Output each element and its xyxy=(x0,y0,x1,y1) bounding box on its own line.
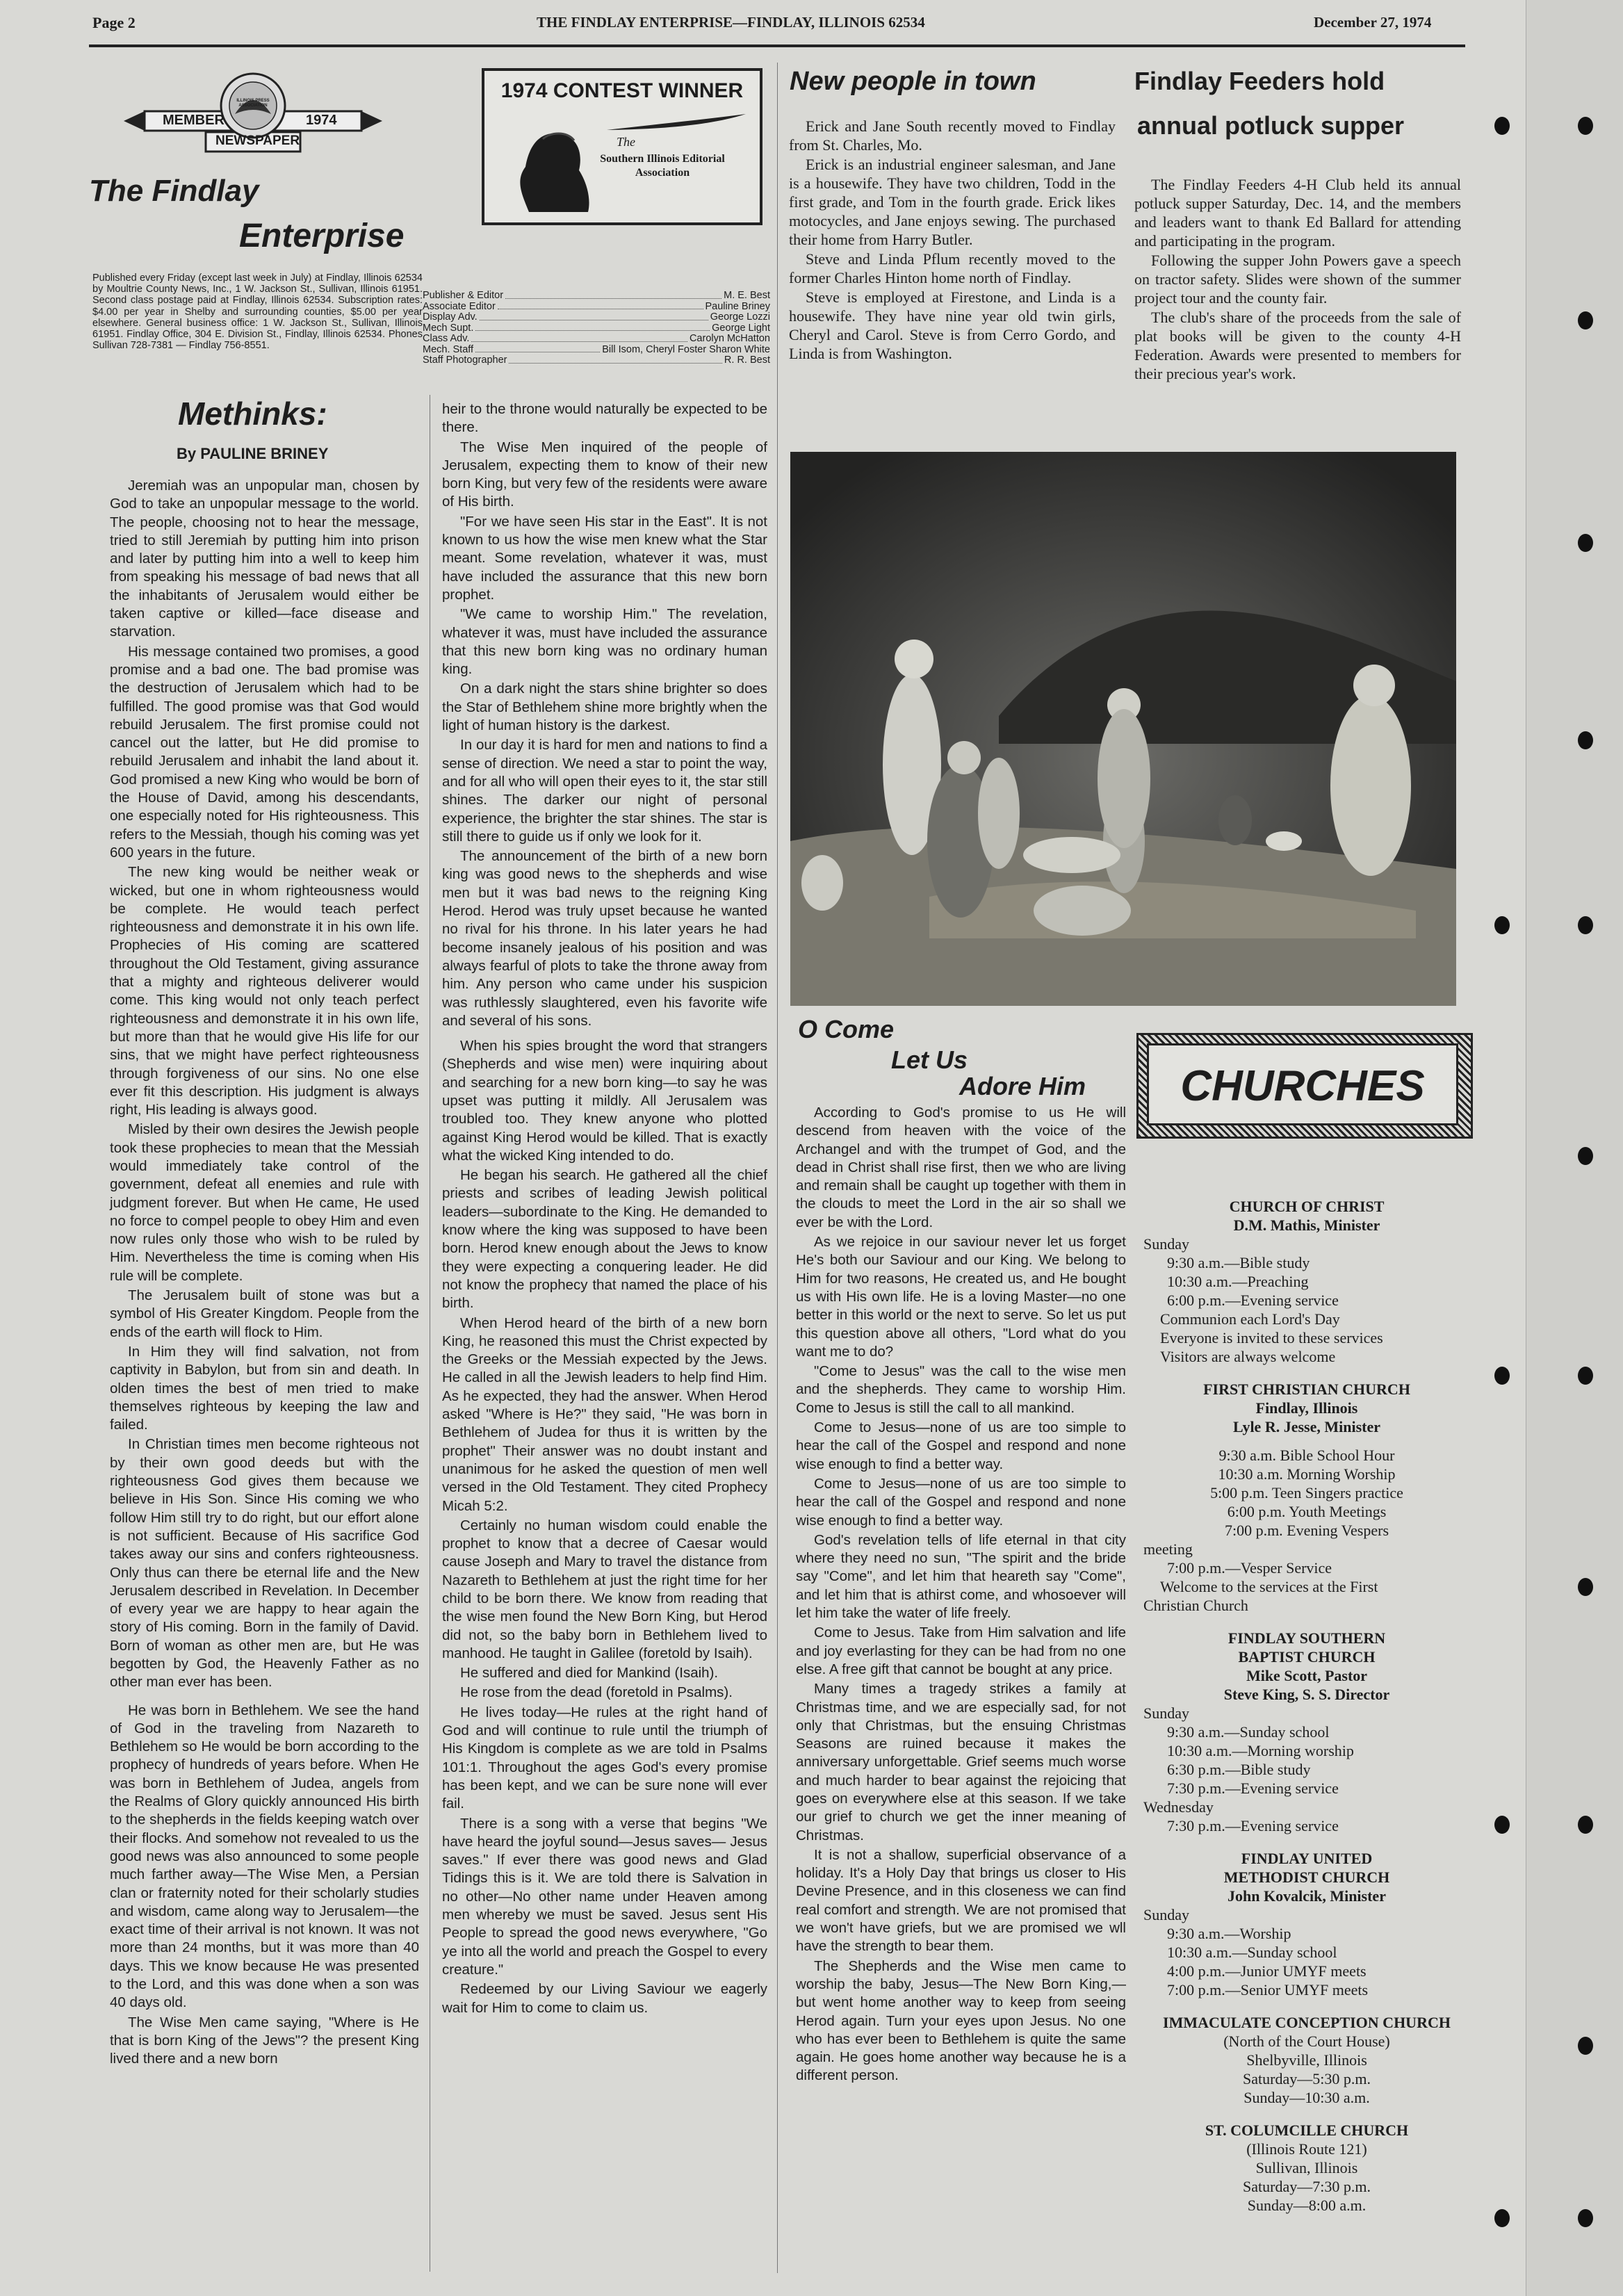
nativity-scene-image xyxy=(790,452,1456,1006)
staff-box xyxy=(423,291,770,366)
staff-row: Class Adv. Carolyn McHatton xyxy=(423,333,770,344)
new-people-article: Erick and Jane South recently moved to Findlay from St. Charles, Mo. Erick is an industrial engineer salesman, and Jane is a housewife. They have two children, Todd in the first grade, and Tom in the fourth grade. Erick likes motocycles, and Jane enjoys sewing. The purchased their home from Harry Butler. Steve and Linda Pflum recently moved to the former Charles Hinton home north of Findlay. Steve is employed at Firestone, and Linda is a housewife. They have nine year old twin girls, Cheryl and Carol. Steve is from Cerro Gordo, and Linda is from Washington. xyxy=(789,117,1116,362)
feeders-title-1: Findlay Feeders hold xyxy=(1134,67,1385,95)
quill-icon xyxy=(607,113,746,133)
newspaper-header-title: THE FINDLAY ENTERPRISE—FINDLAY, ILLINOIS 62534 xyxy=(537,14,925,31)
staff-row: Associate Editor Pauline Briney xyxy=(423,300,770,312)
binder-hole-icon xyxy=(1578,1816,1593,1834)
findlay-southern-baptist-church: FINDLAY SOUTHERN BAPTIST CHURCH Mike Scott, Pastor Steve King, S. S. Director Sunday 9:30 a.m.—Sunday school 10:30 a.m.—Morning worship 6:30 p.m.—Bible study 7:30 p.m.—Evening service Wednesday 7:30 p.m.—Evening service xyxy=(1143,1629,1390,1834)
member-badge xyxy=(124,72,382,163)
ocome-title-1: O Come xyxy=(798,1015,895,1043)
new-people-title: New people in town xyxy=(790,67,1036,96)
binder-hole-icon xyxy=(1578,916,1593,934)
st-columcille-church: ST. COLUMCILLE CHURCH (Illinois Route 121) Sullivan, Illinois Saturday—7:30 p.m. Sunday—8:00 a.m. xyxy=(1205,2122,1409,2214)
staff-row: Mech Supt. George Light xyxy=(423,322,770,334)
binder-hole-icon xyxy=(1494,117,1510,135)
contest-association-1: Southern Illinois Editorial xyxy=(600,153,725,165)
column-divider xyxy=(777,63,778,2273)
contest-the: The xyxy=(617,135,635,149)
binder-hole-icon xyxy=(1494,916,1510,934)
issue-date: December 27, 1974 xyxy=(1314,14,1432,31)
church-listings xyxy=(1143,1197,1470,2215)
ocome-title-3: Adore Him xyxy=(959,1072,1086,1100)
nativity-photo xyxy=(790,452,1456,1006)
binder-hole-icon xyxy=(1494,1367,1510,1385)
feeders-title-2: annual potluck supper xyxy=(1137,111,1405,140)
staff-row: Mech. Staff Bill Isom, Cheryl Foster Sharon White xyxy=(423,343,770,355)
badge-newspaper-label: NEWSPAPER xyxy=(215,133,300,148)
page-number: Page 2 xyxy=(92,14,136,31)
binder-hole-icon xyxy=(1494,2209,1510,2227)
contest-association-2: Association xyxy=(635,167,690,179)
findlay-united-methodist-church: FINDLAY UNITED METHODIST CHURCH John Kovalcik, Minister Sunday 9:30 a.m.—Worship 10:30 a.m.—Sunday school 4:00 p.m.—Junior UMYF meets 7:00 p.m.—Senior UMYF meets xyxy=(1143,1850,1390,1998)
binder-hole-icon xyxy=(1578,2037,1593,2055)
binder-hole-icon xyxy=(1578,117,1593,135)
methinks-byline: By PAULINE BRINEY xyxy=(177,445,329,462)
ocome-article: According to God's promise to us He will descend from heaven with the voice of the Archangel and with the trumpet of God, and the dead in Christ shall rise first, then we who are living and remain shall be caught up together with them in the clouds to meet the Lord in the air so shall we ever be with the Lord. As we rejoice in our saviour never let us forget He's both our Saviour and our King. We belong to Him for two reasons, He created us, and He bought us with His own life. He is a loving Master—no one better in this world or the next to serve. So let us put this question above all others, "Lord what do you want me to do? "Come to Jesus" was the call to the wise men and the shepherds. They came to worship Him. Come to Jesus is still the call to all mankind. Come to Jesus—none of us are too simple to hear the call of the Gospel and respond and none wise enough to find a better way. Come to Jesus—none of us are too simple to hear the call of the Gospel and respond and none wise enough to find a better way. God's revelation tells of life eternal in that city where they need no sun, "The spirit and the bride say "Come", and let him that heareth say "Come", and let him that is athirst come, and whosoever will let him take the water of life freely. Come to Jesus. Take from Him salvation and life and joy everlasting for they can be had from no one else. A free gift that cannot be bought at any price. Many times a tragedy strikes a family at Christmas time, and we are especially sad, for not only that Christmas, but the ensuing Christmas Seasons are ruined because it makes the anniversary unforgettable. Grief seems much worse and much harder to bear against the rejoicing that goes on everywhere else at this season. If we take our grief to church we get the inner meaning of Christmas. It is not a shallow, superficial observance of a holiday. It's a Holy Day that brings us closer to His Devine Presence, and in this closeness we can find real comfort and strength. We are not promised that we won't have griefs, but we are promised we wll have the strength to bear them. The Shepherds and the Wise men came to worship the baby, Jesus—The New Born King,— but went home another way to keep from seeing Herod again. Turn your eyes upon Jesus. No one who has ever been to Bethlehem is quite the same again. He goes home another way because he is a different person. xyxy=(796,1105,1126,2084)
badge-association-label: ILLINOIS PRESS ASSOCIATION xyxy=(236,99,270,108)
staff-row: Staff Photographer R. R. Best xyxy=(423,355,770,366)
contest-title: 1974 CONTEST WINNER xyxy=(500,79,744,102)
first-christian-church: FIRST CHRISTIAN CHURCH Findlay, Illinois Lyle R. Jesse, Minister 9:30 a.m. Bible School Hour 10:30 a.m. Morning Worship 5:00 p.m. Teen Singers practice 6:00 p.m. Youth Meetings 7:00 p.m. Evening Vespers meeting 7:00 p.m.—Vesper Service Welcome to the services at the First Christian Church xyxy=(1143,1381,1410,1614)
immaculate-conception-church: IMMACULATE CONCEPTION CHURCH (North of the Court House) Shelbyville, Illinois Saturday—5:30 p.m. Sunday—10:30 a.m. xyxy=(1163,2014,1451,2106)
feeders-article: The Findlay Feeders 4-H Club held its annual potluck supper Saturday, Dec. 14, and the members and leaders want to thank Ed Ballard for attending and participating in the program. Following the supper John Powers gave a speech on tractor safety. Slides were shown of the summer project tour and the county fair. The club's share of the proceeds from the sale of plat books will be given to the county 4-H Federation. Awards were presented to members for their precious year's work. xyxy=(1134,176,1461,382)
staff-row: Publisher & Editor M. E. Best xyxy=(423,290,770,301)
badge-year-label: 1974 xyxy=(306,113,337,128)
church-of-christ: CHURCH OF CHRIST D.M. Mathis, Minister Sunday 9:30 a.m.—Bible study 10:30 a.m.—Preaching 6:00 p.m.—Evening service Communion each Lord's Day Everyone is invited to these services Visitors are always welcome xyxy=(1143,1198,1385,1365)
methinks-column-1: Jeremiah was an unpopular man, chosen by God to take an unpopular message to the world. The people, choosing not to hear the message, tried to still Jeremiah by putting him into prison and later by putting him into a well to keep him from speaking his message of bad news that all the inhabitants of Jerusalem would either be taken captive or killed—face disease and starvation. His message contained two promises, a good promise and a bad one. The bad promise was the destruction of Jerusalem which had to be fulfilled. The good promise was that God would rebuild Jerusalem. The first promise could not cancel out the latter, but He did promise to rebuild Jerusalem and inhabit the land about it. God promised a new King who would be born of the House of David, among his descendants, one especially noted for His righteousness. This refers to the Messiah, though his coming was yet 600 years in the future. The new king would be neither weak or wicked, but one in whom righteousness would be complete. He would teach perfect righteousness and demonstrate it in his own life. Prophecies of His coming are scattered throughout the Old Testament, giving assurance that a mighty and righteous deliverer would come. This king would not only teach perfect righteousness and demonstrate it in his own life, but more than that he would give His life for our sins, that we might have perfect righteousness through forgiveness of our sins. No one else ever fit this description. His judgment is always right, His leading is always good. Misled by their own desires the Jewish people took these prophecies to mean that the Messiah would immediately take control of the government, defeat all enemies and rule with judgment forever. But when He came, He used no force to compel people to obey Him and even now rules only those who wish to be ruled by Him. Nevertheless the time is coming when His rule will be complete. The Jerusalem built of stone was but a symbol of His Greater Kingdom. People from the ends of the earth will flock to Him. In Him they will find salvation, not from captivity in Babylon, but from sin and death. In olden times the best of men tried to make themselves righteous by keeping the law and failed. In Christian times men become righteous not by their own good deeds but with the righteousness God gives them because we believe in His Son. Since His coming we who follow Him still try to do right, but our effort alone is not sufficient. Because of His sacrifice God takes away our sins and confers righteousness. Only thus can there be eternal life and the New Jerusalem described in Revelation. In December of every year we are happy to hear again the story of His coming. Born in the family of David. Born of woman as other men are, but He was begotten by God, the Heavenly Father as no other man ever has been. He was born in Bethlehem. We see the hand of God in the traveling from Nazareth to Bethlehem so He would be born according to the prophecy of hundreds of years before. When He was born in Bethlehem of Judea, angels from the Realms of Glory quickly announced His birth to the shepherds in the fields keeping watch over their flocks. And somehow not revealed to us the good news was also announced to some people much farther away—The Wise Men, a Persian clan or fraternity noted for their scholarly studies and wisdom, came along way to Jerusalem—the exact time of their arrival is not known. It was not more than 24 months, but it was more than 40 days. This we know because He was presented to the Lord, and this was done when a son was 40 days old. The Wise Men came saying, "Where is He that is born King of the Jews"? the present King lived there and a new born xyxy=(110,478,419,2067)
binder-margin xyxy=(1526,0,1623,2296)
methinks-column-2: heir to the throne would naturally be expected to be there. The Wise Men inquired of the people of Jerusalem, expecting them to know of their new born King, but very few of the residents were aware of His birth. "For we have seen His star in the East". It is not known to us how the wise men knew what the Star meant. Some revelation, whatever it was, must have included the assurance that this new born prophet. "We came to worship Him." The revelation, whatever it was, must have included the assurance that this new born king was no ordinary human king. On a dark night the stars shine brighter so does the Star of Bethlehem shine more brightly when the light of human history is the darkest. In our day it is hard for men and nations to find a sense of direction. We need a star to point the way, and for all who will open their eyes to it, the star still shines. The darker our night of personal experience, the brighter the star shines. The star is still there to guide us if only we look for it. The announcement of the birth of a new born king was good news to the shepherds and wise men but it was bad news to the reigning King Herod. Herod was truly upset because he wanted no rival for his throne. In his later years he had become insanely jealous of his position and was always fearful of plots to take the throne away from him. Any person who came under his suspicion was ruthlessly slaughtered, even his favorite wife and several of his sons. When his spies brought the word that strangers (Shepherds and wise men) were inquiring about and searching for a new born king—to say he was upset was putting it mildly. All Jerusalem was troubled too. They knew anyone who plotted against King Herod would be killed. That is exactly what the wicked King intended to do. He began his search. He gathered all the chief priests and scribes of leading Jewish political leaders—subordinate to the King. He demanded to know where the king was supposed to have been born. Herod knew enough about the Jews to know they were expecting a conquering leader. He did not know the prophecy that named the place of his birth. When Herod heard of the birth of a new born King, he reasoned this must the Christ expected by the Greeks or the Messiah expected by the Jews. He called in all the Jewish leaders to help find Him. As he expected, they had the answer. When Herod asked "Where is He?" they said, "He was born in Bethlehem of Judea for thus it is written by the prophet" Their answer was no doubt instant and unanimous for he asked the question of men well versed in the Old Testament. They cited Prophecy Micah 5:2. Certainly no human wisdom could enable the prophet to know that a decree of Caesar would cause Joseph and Mary to travel the distance from Nazareth to Bethlehem at just the right time for her child to be born there. We know from reading that the wise men found the New Born King, but Herod did not, so the baby born in Bethlehem lived to manhood. He taught in Galilee (foretold by Isaih). He suffered and died for Mankind (Isaih). He rose from the dead (foretold in Psalms). He lives today—He rules at the right hand of God and will continue to rule until the triumph of His Kingdom is complete as we are told in Psalms 101:1. Throughout the ages God's every promise has been kept, and we can be sure none will ever fail. There is a song with a verse that begins "We have heard the joyful sound—Jesus saves— Jesus saves." If ever there was good news and Glad Tidings this is it. We are told there is Salvation in no other—No other name under Heaven among men whereby we must be saved. Jesus sent His People to spread the good news everywhere, "Go ye into all the world and preach the Gospel to every creature." Redeemed by our Living Saviour we eagerly wait for Him to come to claim us. xyxy=(442,401,767,2016)
binder-hole-icon xyxy=(1578,2209,1593,2227)
churches-banner xyxy=(1136,1033,1473,1139)
contest-winner-box xyxy=(482,68,762,225)
methinks-title: Methinks: xyxy=(178,396,327,432)
masthead-line2: Enterprise xyxy=(239,218,405,254)
binder-hole-icon xyxy=(1578,534,1593,552)
ocome-title-2: Let Us xyxy=(891,1045,968,1074)
masthead-line1: The Findlay xyxy=(89,174,259,208)
binder-hole-icon xyxy=(1578,1578,1593,1596)
churches-banner-title: CHURCHES xyxy=(1147,1043,1458,1125)
binder-hole-icon xyxy=(1578,311,1593,329)
binder-hole-icon xyxy=(1494,1816,1510,1834)
binder-hole-icon xyxy=(1578,1147,1593,1165)
binder-hole-icon xyxy=(1578,731,1593,749)
masthead-info: Published every Friday (except last week in July) at Findlay, Illinois 62534 by Moultrie County News, Inc., 1 W. Jackson St., Sullivan, Illinois 61951. Second class postage paid at Findlay, Illinois 62534. Subscription rates: $4.00 per year in Shelby and surrounding counties, $5.00 per year elsewhere. General business office: 1 W. Jackson St., Sullivan, Illinois 61951. Findlay Office, 304 E. Division St., Findlay, Illinois 62534. Phones Sullivan 728-7381 — Findlay 756-8551. xyxy=(92,272,423,352)
badge-member-label: MEMBER xyxy=(163,113,225,128)
binder-hole-icon xyxy=(1578,1367,1593,1385)
staff-row: Display Adv. George Lozzi xyxy=(423,311,770,323)
header-rule xyxy=(89,44,1465,47)
